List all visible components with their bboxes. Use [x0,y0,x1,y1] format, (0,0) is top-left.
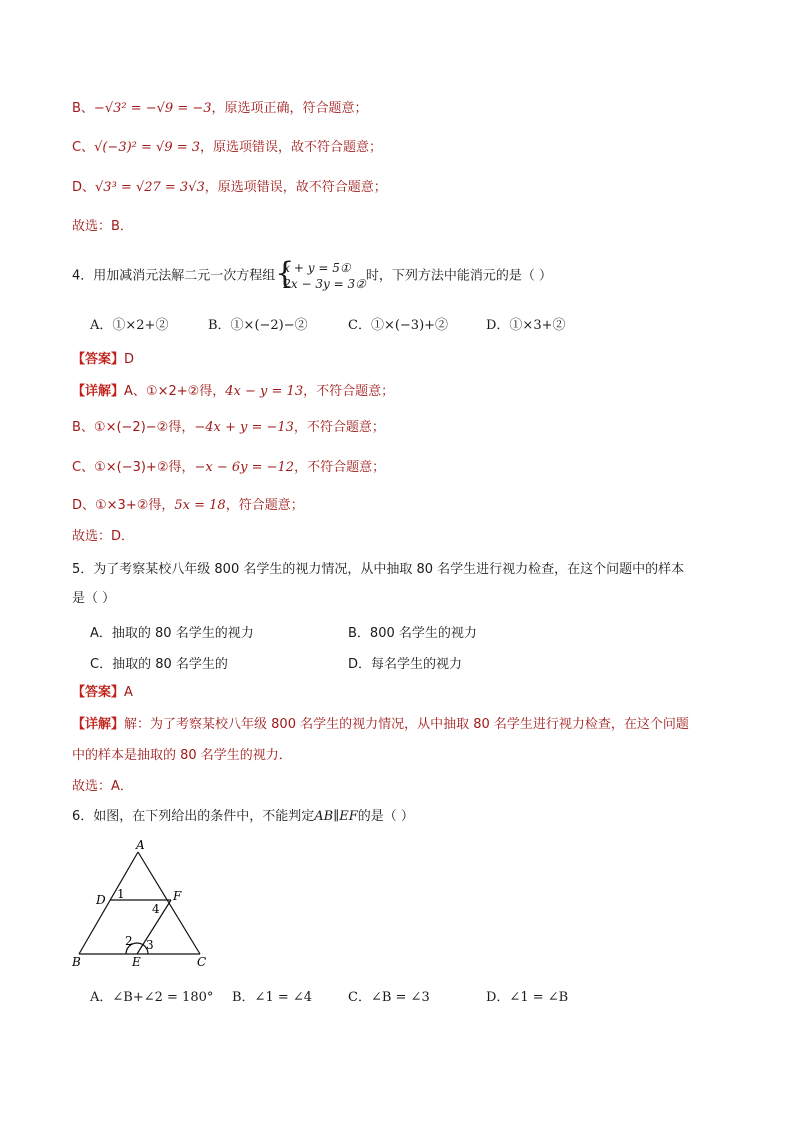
q6-label-e: E [132,955,141,968]
q5-option-c: C．抽取的 80 名学生的 [90,657,228,672]
q5-option-d: D．每名学生的视力 [348,657,463,672]
q5-option-a: A．抽取的 80 名学生的视力 [90,626,254,641]
q4-detail-d: D、①×3+②得，5x = 18，符合题意； [72,498,304,513]
q6-label-b: B [72,955,81,968]
q3-option-c-explanation: C、√(−3)² = √9 = 3，原选项错误，故不符合题意； [72,140,383,155]
q5-option-b: B．800 名学生的视力 [348,626,477,641]
q6-angle-1: 1 [117,887,125,901]
q4-answer: 【答案】D [72,352,135,367]
q6-angle-4: 4 [152,902,160,916]
q6-label-f: F [173,889,182,903]
q5-stem-line2: 是（ ） [72,591,116,606]
q6-triangle-figure [66,838,216,968]
q6-label-a: A [136,838,145,852]
q4-detail-a: 【详解】A、①×2+②得，4x − y = 13，不符合题意； [72,384,395,399]
q4-detail-c: C、①×(−3)+②得，−x − 6y = −12，不符合题意； [72,460,386,475]
q4-option-c: C．①×(−3)+② [348,318,449,333]
q6-angle-2: 2 [125,934,133,948]
q6-stem: 6．如图，在下列给出的条件中，不能判定AB∥EF的是（ ） [72,809,414,824]
q3-option-d-explanation: D、√3³ = √27 = 3√3，原选项错误，故不符合题意； [72,180,387,195]
q3-option-b-explanation: B、−√3² = −√9 = −3，原选项正确，符合题意； [72,101,368,116]
q6-label-d: D [96,893,106,907]
q4-stem: 4．用加减消元法解二元一次方程组 { x + y = 5① 2x − 3y = 3② 时，下列方法中能消元的是（ ） [72,256,552,291]
q6-option-a: A．∠B+∠2 = 180° [90,990,214,1005]
q4-equation-system: { x + y = 5① 2x − 3y = 3② [275,256,366,291]
q6-label-c: C [197,955,207,968]
q5-detail-line2: 中的样本是抽取的 80 名学生的视力． [72,748,292,763]
q4-option-d: D．①×3+② [486,318,566,333]
q6-angle-3: 3 [146,938,154,952]
q4-detail-b: B、①×(−2)−②得，−4x + y = −13，不符合题意； [72,420,385,435]
q6-option-b: B．∠1 = ∠4 [232,990,313,1005]
q6-option-c: C．∠B = ∠3 [348,990,430,1005]
q3-conclusion: 故选：B． [72,219,133,234]
q5-answer: 【答案】A [72,685,133,700]
q5-detail-line1: 【详解】解：为了考察某校八年级 800 名学生的视力情况，从中抽取 80 名学生进行视力检查，在这个问题 [72,717,689,732]
q4-option-a: A．①×2+② [90,318,169,333]
q6-option-d: D．∠1 = ∠B [486,990,569,1005]
q5-stem-line1: 5．为了考察某校八年级 800 名学生的视力情况，从中抽取 80 名学生进行视力检查，在这个问题中的样本 [72,562,685,577]
q4-option-b: B．①×(−2)−② [208,318,308,333]
q5-conclusion: 故选：A． [72,779,133,794]
q4-conclusion: 故选：D． [72,529,135,544]
